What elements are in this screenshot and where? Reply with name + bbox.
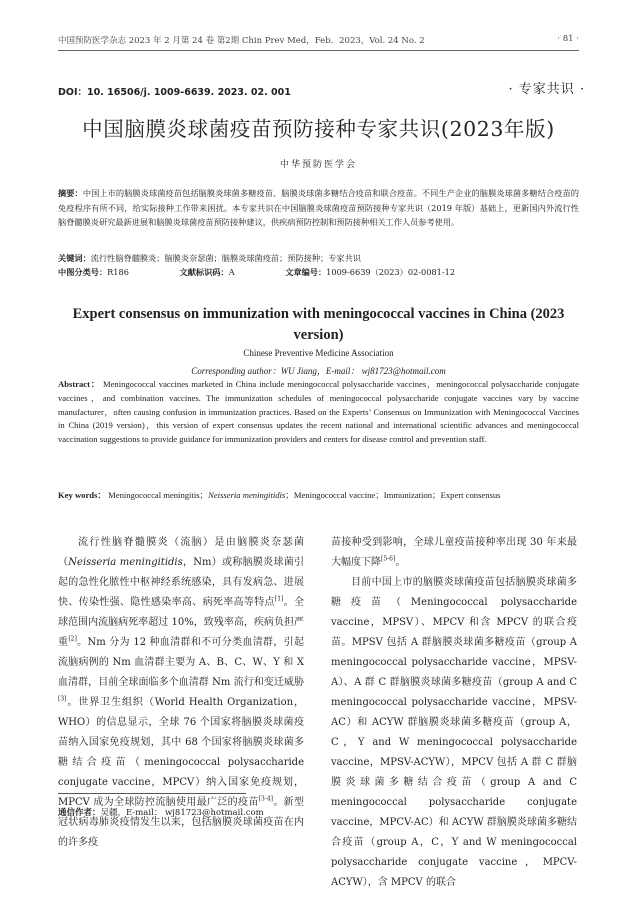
title-english: Expert consensus on immunization with meningococcal vaccines in China (2023 version): [72, 306, 565, 343]
footnote: [58, 806, 264, 818]
body-text: ，Nm）或称脑膜炎球菌引起的急性化脓性中枢神经系统感染，具有发病急、进展快、传染性强、隐性感染率高、病死率高等特点: [58, 557, 304, 608]
species-name: Neisseria meningitidis: [68, 557, 183, 568]
body-paragraph: [331, 533, 577, 573]
abstract-text-cn: 中国上市的脑膜炎球菌疫苗包括脑膜炎球菌多糖疫苗、脑膜炎球菌多糖结合疫苗和联合疫苗。不同生产企业的脑膜炎球菌多糖结合疫苗的免疫程序有所不同，给实际接种工作带来困扰。本专家共识在中国脑膜炎球菌疫苗预防接种专家共识（2019 年版）基础上，更新国内外流行性脑脊髓膜炎研究最新进展和脑膜炎球菌疫苗预防接种建议，供疾病预防控制和预防接种相关工作人员参考使用。: [58, 188, 579, 227]
header-rule: [58, 50, 579, 51]
column-label: · 专家共识 ·: [508, 82, 585, 97]
footnote-label: 通信作者：: [58, 808, 101, 818]
title-chinese: 中国脑膜炎球菌疫苗预防接种专家共识(2023年版): [82, 117, 555, 141]
footnote-rule: [58, 793, 246, 794]
clc-value: R186: [107, 267, 129, 277]
classification-line: [58, 267, 579, 278]
body-paragraph: [58, 533, 304, 853]
keywords-text-cn: 流行性脑脊髓膜炎；脑膜炎奈瑟菌；脑膜炎球菌疫苗；预防接种；专家共识: [90, 253, 361, 263]
abstract-text-en: Meningococcal vaccines marketed in China include meningococcal polysaccharide vaccines，meningococcal polysaccharide conjugate vaccines，and combination vaccines. The immunization schedules of meningococcal polysaccharide conjugate vaccines vary by vaccine manufacturer，often causing confusion in immunization practices. Based on the Experts’ Consensus on Immunization with Meningococcal Vaccines in China (2019 version)，this version of expert consensus updates the recent national and international scientific advances and meningococcal vaccination suggestions to provide guidance for immunization providers and centers for disease control and prevention staff.: [58, 379, 579, 445]
abstract-english: [58, 378, 579, 447]
doi: DOI：10. 16506/j. 1009-6639. 2023. 02. 001: [58, 87, 291, 98]
article-number-value: 1009-6639（2023）02-0081-12: [326, 267, 456, 277]
page-number: · 81 ·: [557, 34, 579, 44]
abstract-label-en: Abstract：: [58, 379, 101, 389]
keywords-chinese: [58, 251, 579, 265]
citation: [3]: [58, 695, 67, 703]
doc-code-value: A: [228, 267, 235, 277]
clc-label: 中图分类号：: [58, 267, 108, 277]
citation: [3-4]: [258, 795, 273, 803]
abstract-label-cn: 摘要：: [58, 188, 83, 198]
corresponding-author-english: Corresponding author：WU Jiang，E-mail： wj81723@hotmail.com: [191, 366, 446, 376]
body-text: 。全球范围内流脑病死率超过 10%，致残率高，疾病负担严重: [58, 597, 305, 648]
citation: [1]: [274, 595, 284, 603]
running-header: 中国预防医学杂志 2023 年 2 月第 24 卷 第2期 Chin Prev Med，Feb．2023，Vol. 24 No. 2: [58, 36, 425, 46]
body-text: 流行性脑脊髓膜炎（流脑）是由脑膜炎奈瑟菌（: [58, 537, 304, 568]
abstract-chinese: [58, 186, 579, 230]
keywords-english: [58, 489, 579, 503]
institution-english: Chinese Preventive Medicine Association: [243, 348, 394, 358]
doc-code-label: 文献标识码：: [179, 267, 229, 277]
keywords-en-part1: Meningococcal meningitis；: [108, 490, 209, 500]
keywords-label-cn: 关键词：: [58, 253, 91, 263]
footnote-text: 吴疆，E-mail： wj81723@hotmail.com: [100, 808, 264, 818]
citation: [2]: [68, 635, 77, 643]
author-chinese: 中华预防医学会: [279, 160, 357, 170]
keywords-en-italic: Neisseria meningitidis: [208, 490, 286, 500]
body-text: 。世界卫生组织（World Health Organization，WHO）的信息显示，全球 76 个国家将脑膜炎球菌疫苗纳入国家免疫规划，其中 68 个国家将脑膜炎球菌多糖结合疫苗（meningococcal polysaccharide conjugate vaccine，MPCV）纳入国家免疫规划，MPCV 成为全球防控流脑使用最广泛的疫苗: [58, 697, 304, 808]
body-text: 苗接种受到影响，全球儿童疫苗接种率出现 30 年来最大幅度下降: [331, 537, 577, 568]
body-text: 。新型冠状病毒肺炎疫情发生以来，包括脑膜炎球菌疫苗在内的许多疫: [58, 797, 304, 848]
body-text: 。: [395, 557, 406, 568]
body-column-left: [58, 533, 304, 853]
keywords-en-part2: ；Meningococcal vaccine；Immunization；Expert consensus: [285, 490, 501, 500]
keywords-label-en: Key words：: [58, 490, 106, 500]
citation: [5-6]: [381, 555, 396, 563]
article-number-label: 文章编号：: [285, 267, 327, 277]
body-column-right: [331, 533, 577, 893]
body-text: 。Nm 分为 12 种血清群和不可分类血清群，引起流脑病例的 Nm 血清群主要为 A、B、C、W、Y 和 X 血清群，目前全球面临多个血清群 Nm 流行和变迁威胁: [58, 637, 305, 688]
body-paragraph: 目前中国上市的脑膜炎球菌疫苗包括脑膜炎球菌多糖疫苗（Meningococcal polysaccharide vaccine，MPSV）、MPCV 和含 MPCV 的联合疫苗。MPSV 包括 A 群脑膜炎球菌多糖疫苗（group A meningococcal polysaccharide vaccine，MPSV-A）、A 群 C 群脑膜炎球菌多糖疫苗（group A and C meningococcal polysaccharide vaccine，MPSV-AC）和 ACYW 群脑膜炎球菌多糖疫苗（group A，C，Y and W meningococcal polysaccharide vaccine，MPSV-ACYW），MPCV 包括 A 群 C 群脑膜炎球菌多糖结合疫苗（group A and C meningococcal polysaccharide conjugate vaccine，MPCV-AC）和 ACYW 群脑膜炎球菌多糖结合疫苗（group A，C，Y and W meningococcal polysaccharide conjugate vaccine，MPCV-ACYW），含 MPCV 的联合: [331, 577, 577, 888]
